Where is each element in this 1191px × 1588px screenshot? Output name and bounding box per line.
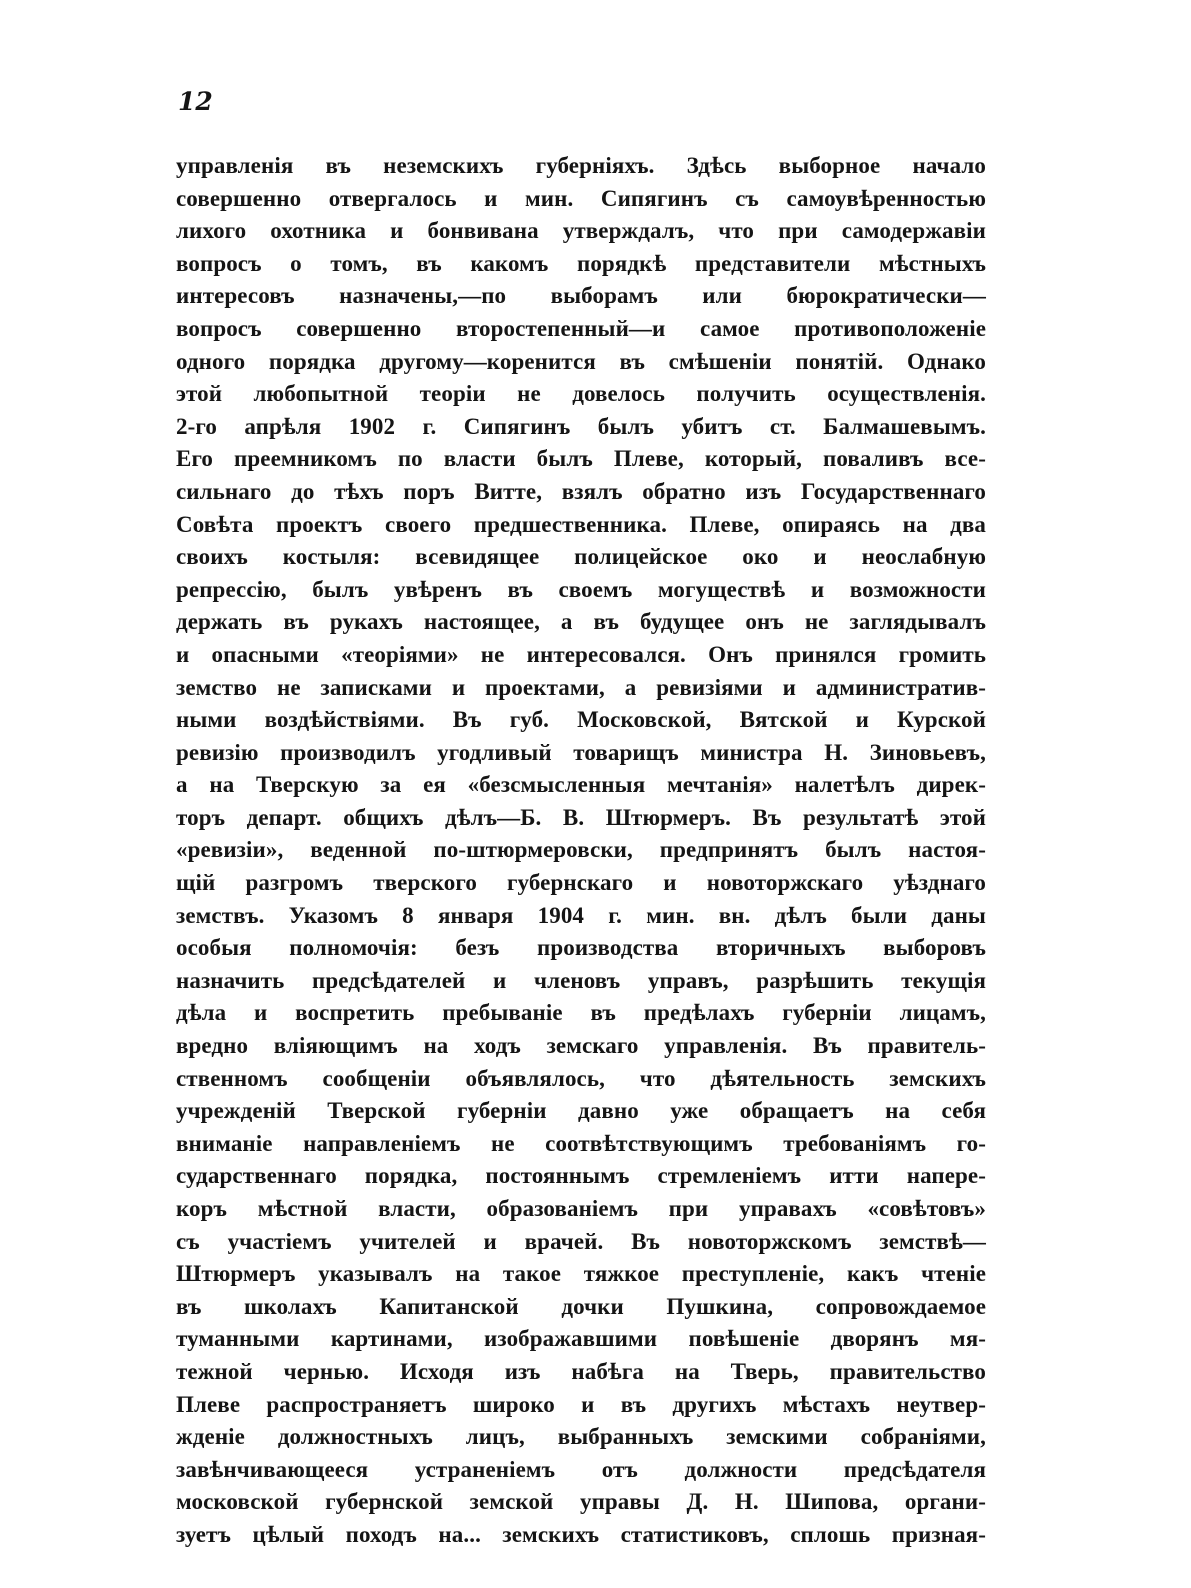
text-line: тежной чернью. Исходя изъ набѣга на Тверь, правительство xyxy=(176,1358,986,1384)
text-line: Плеве распространяетъ широко и въ другихъ мѣстахъ неутвер- xyxy=(176,1391,986,1417)
text-line: щій разгромъ тверского губернскаго и новоторжскаго уѣзднаго xyxy=(176,870,986,896)
text-line: сударственнаго порядка, постояннымъ стремленіемъ итти напере- xyxy=(176,1163,986,1189)
text-line: и опасными «теоріями» не интересовался. Онъ принялся громить xyxy=(176,641,986,667)
text-line: ственномъ сообщеніи объявлялось, что дѣятельность земскихъ xyxy=(176,1065,986,1091)
body-text xyxy=(176,150,986,1547)
text-line: одного порядка другому—коренится въ смѣшеніи понятій. Однако xyxy=(176,348,986,374)
text-line: лихого охотника и бонвивана утверждалъ, что при самодержавіи xyxy=(176,218,986,244)
text-line: совершенно отвергалось и мин. Сипягинъ съ самоувѣренностью xyxy=(176,185,986,211)
text-line: съ участіемъ учителей и врачей. Въ новоторжскомъ земствѣ— xyxy=(176,1228,986,1254)
text-line: вредно вліяющимъ на ходъ земскаго управленія. Въ правитель- xyxy=(176,1033,986,1059)
page-number: 12 xyxy=(178,87,213,116)
text-line: а на Тверскую за ея «безсмысленныя мечтанія» налетѣлъ дирек- xyxy=(176,772,986,798)
text-line: жденіе должностныхъ лицъ, выбранныхъ земскими собраніями, xyxy=(176,1424,986,1450)
text-line: интересовъ назначены,—по выборамъ или бюрократически— xyxy=(176,283,986,309)
text-line: ными воздѣйствіями. Въ губ. Московской, Вятской и Курской xyxy=(176,707,986,733)
text-line: управленія въ неземскихъ губерніяхъ. Здѣсь выборное начало xyxy=(176,153,986,178)
text-line: торъ департ. общихъ дѣлъ—Б. В. Штюрмеръ. Въ результатѣ этой xyxy=(176,804,986,830)
text-line: «ревизіи», веденной по-штюрмеровски, предпринятъ былъ настоя- xyxy=(176,837,986,863)
text-line: вопросъ совершенно второстепенный—и самое противоположеніе xyxy=(176,315,986,341)
text-line: 2-го апрѣля 1902 г. Сипягинъ былъ убитъ ст. Балмашевымъ. xyxy=(176,413,986,439)
text-line: вниманіе направленіемъ не соотвѣтствующимъ требованіямъ го- xyxy=(176,1130,986,1156)
text-line: завѣнчивающееся устраненіемъ отъ должности предсѣдателя xyxy=(176,1456,986,1482)
text-line: земство не записками и проектами, а ревизіями и административ- xyxy=(176,674,986,700)
text-line: учрежденій Тверской губерніи давно уже обращаетъ на себя xyxy=(176,1098,986,1124)
text-line: зуетъ цѣлый походъ на... земскихъ статистиковъ, сплошь призная- xyxy=(176,1521,986,1547)
text-line: этой любопытной теоріи не довелось получить осуществленія. xyxy=(176,381,986,407)
text-line: вопросъ о томъ, въ какомъ порядкѣ представители мѣстныхъ xyxy=(176,250,986,276)
text-line: дѣла и воспретить пребываніе въ предѣлахъ губерніи лицамъ, xyxy=(176,1000,986,1026)
text-line: Совѣта проектъ своего предшественника. Плеве, опираясь на два xyxy=(176,511,986,537)
text-line: назначить предсѣдателей и членовъ управъ, разрѣшить текущія xyxy=(176,967,986,993)
text-line: держать въ рукахъ настоящее, а въ будущее онъ не заглядывалъ xyxy=(176,609,986,635)
text-line: туманными картинами, изображавшими повѣшеніе дворянъ мя- xyxy=(176,1326,986,1352)
text-line: коръ мѣстной власти, образованіемъ при управахъ «совѣтовъ» xyxy=(176,1196,986,1221)
text-line: московской губернской земской управы Д. Н. Шипова, органи- xyxy=(176,1489,986,1515)
text-line: Его преемникомъ по власти былъ Плеве, который, поваливъ все- xyxy=(176,446,986,472)
text-line: въ школахъ Капитанской дочки Пушкина, сопровождаемое xyxy=(176,1293,986,1319)
text-line: Штюрмеръ указывалъ на такое тяжкое преступленіе, какъ чтеніе xyxy=(176,1261,986,1287)
text-line: сильнаго до тѣхъ поръ Витте, взялъ обратно изъ Государственнаго xyxy=(176,478,986,504)
text-line: особыя полномочія: безъ производства вторичныхъ выборовъ xyxy=(176,935,986,961)
text-line: ревизію производилъ угодливый товарищъ министра Н. Зиновьевъ, xyxy=(176,739,986,765)
text-line: репрессію, былъ увѣренъ въ своемъ могуществѣ и возможности xyxy=(176,576,986,602)
text-line: своихъ костыля: всевидящее полицейское око и неослабную xyxy=(176,544,986,570)
text-line: земствъ. Указомъ 8 января 1904 г. мин. вн. дѣлъ были даны xyxy=(176,902,986,928)
